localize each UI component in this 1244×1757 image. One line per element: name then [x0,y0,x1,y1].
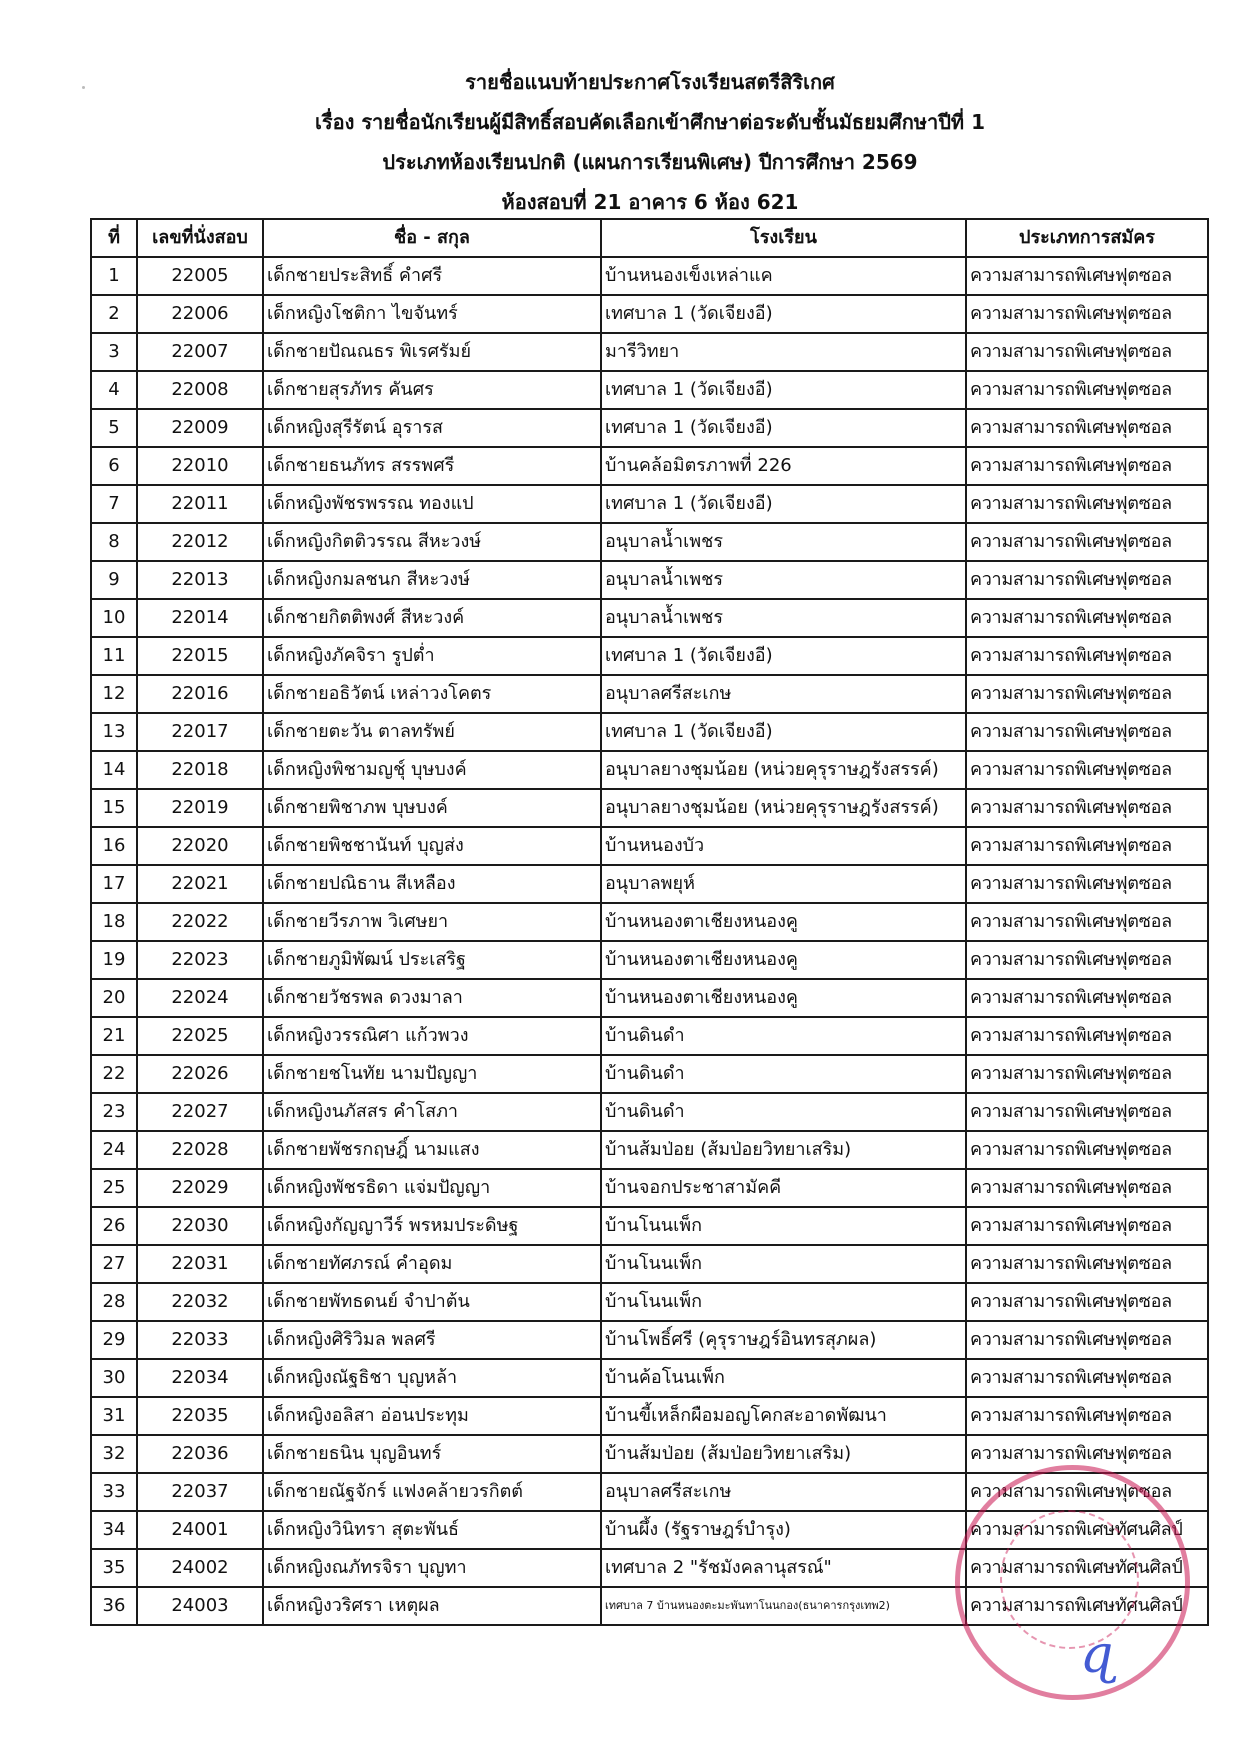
application-type: ความสามารถพิเศษฟุตซอล [966,1435,1208,1473]
seat-number: 22024 [137,979,263,1017]
school-name: บ้านโนนเพ็ก [601,1245,966,1283]
application-type: ความสามารถพิเศษฟุตซอล [966,789,1208,827]
table-row [91,903,1208,941]
student-name: เด็กชายปณิธาน สีเหลือง [263,865,601,903]
application-type: ความสามารถพิเศษฟุตซอล [966,941,1208,979]
document-subject: เรื่อง รายชื่อนักเรียนผู้มีสิทธิ์สอบคัดเลือกเข้าศึกษาต่อระดับชั้นมัธยมศึกษาปีที่ 1 [315,110,985,134]
student-name: เด็กชายภูมิพัฒน์ ประเสริฐ [263,941,601,979]
seat-number: 22030 [137,1207,263,1245]
seat-number: 22006 [137,295,263,333]
table-row [91,371,1208,409]
student-name: เด็กหญิงกิตติวรรณ สีหะวงษ์ [263,523,601,561]
student-name: เด็กหญิงนภัสสร คำโสภา [263,1093,601,1131]
student-name: เด็กหญิงวินิทรา สุตะพันธ์ [263,1511,601,1549]
row-number: 23 [91,1093,137,1131]
school-name: อนุบาลน้ำเพชร [601,523,966,561]
row-number: 12 [91,675,137,713]
row-number: 24 [91,1131,137,1169]
school-name: บ้านหนองตาเชียงหนองคู [601,941,966,979]
application-type: ความสามารถพิเศษฟุตซอล [966,1017,1208,1055]
seat-number: 22022 [137,903,263,941]
student-name: เด็กหญิงพิชามญชุ์ บุษบงค์ [263,751,601,789]
application-type: ความสามารถพิเศษฟุตซอล [966,485,1208,523]
seat-number: 22014 [137,599,263,637]
table-row [91,1055,1208,1093]
school-name: บ้านโนนเพ็ก [601,1207,966,1245]
student-name: เด็กชายพัชรกฤษฎิ์ นามแสง [263,1131,601,1169]
seat-number: 22028 [137,1131,263,1169]
school-name: อนุบาลยางชุมน้อย (หน่วยคุรุราษฎรังสรรค์) [601,789,966,827]
application-type: ความสามารถพิเศษฟุตซอล [966,333,1208,371]
table-row [91,979,1208,1017]
school-name: บ้านดินดำ [601,1055,966,1093]
table-row [91,1245,1208,1283]
student-name: เด็กชายสุรภัทร คันศร [263,371,601,409]
table-row [91,599,1208,637]
row-number: 36 [91,1587,137,1625]
row-number: 27 [91,1245,137,1283]
seat-number: 22017 [137,713,263,751]
application-type: ความสามารถพิเศษฟุตซอล [966,1359,1208,1397]
table-row [91,257,1208,295]
row-number: 3 [91,333,137,371]
student-name: เด็กหญิงวริศรา เหตุผล [263,1587,601,1625]
school-name: อนุบาลน้ำเพชร [601,561,966,599]
column-header-no: ที่ [91,219,137,257]
school-name: บ้านหนองบัว [601,827,966,865]
application-type: ความสามารถพิเศษฟุตซอล [966,751,1208,789]
student-name: เด็กหญิงศิริวิมล พลศรี [263,1321,601,1359]
seat-number: 22005 [137,257,263,295]
student-name: เด็กหญิงกัญญาวีร์ พรหมประดิษฐ [263,1207,601,1245]
application-type: ความสามารถพิเศษฟุตซอล [966,713,1208,751]
student-name: เด็กชายพิชชานันท์ บุญส่ง [263,827,601,865]
table-row [91,827,1208,865]
application-type: ความสามารถพิเศษฟุตซอล [966,903,1208,941]
row-number: 32 [91,1435,137,1473]
row-number: 35 [91,1549,137,1587]
application-type: ความสามารถพิเศษฟุตซอล [966,827,1208,865]
row-number: 2 [91,295,137,333]
seat-number: 22035 [137,1397,263,1435]
application-type: ความสามารถพิเศษฟุตซอล [966,637,1208,675]
table-row [91,1473,1208,1511]
table-body [91,257,1208,1625]
row-number: 34 [91,1511,137,1549]
student-name: เด็กหญิงสุรีรัตน์ อุรารส [263,409,601,447]
table-row [91,865,1208,903]
student-name: เด็กชายทัศภรณ์ คำอุดม [263,1245,601,1283]
table-row [91,1397,1208,1435]
row-number: 30 [91,1359,137,1397]
application-type: ความสามารถพิเศษฟุตซอล [966,295,1208,333]
row-number: 13 [91,713,137,751]
row-number: 33 [91,1473,137,1511]
school-name: เทศบาล 1 (วัดเจียงอี) [601,637,966,675]
column-header-school: โรงเรียน [601,219,966,257]
seat-number: 22018 [137,751,263,789]
school-name: เทศบาล 1 (วัดเจียงอี) [601,409,966,447]
application-type: ความสามารถพิเศษฟุตซอล [966,1283,1208,1321]
seat-number: 22031 [137,1245,263,1283]
seat-number: 22011 [137,485,263,523]
application-type: ความสามารถพิเศษฟุตซอล [966,675,1208,713]
table-row [91,1207,1208,1245]
row-number: 28 [91,1283,137,1321]
row-number: 16 [91,827,137,865]
application-type: ความสามารถพิเศษฟุตซอล [966,523,1208,561]
seat-number: 22007 [137,333,263,371]
school-name: บ้านผึ้ง (รัฐราษฎร์บำรุง) [601,1511,966,1549]
school-name: บ้านหนองตาเชียงหนองคู [601,979,966,1017]
document-title: รายชื่อแนบท้ายประกาศโรงเรียนสตรีสิริเกศ [465,70,835,94]
table-row [91,409,1208,447]
table-row [91,485,1208,523]
table-row [91,1359,1208,1397]
student-name: เด็กชายธนิน บุญอินทร์ [263,1435,601,1473]
student-name: เด็กหญิงโชติกา ไขจันทร์ [263,295,601,333]
application-type: ความสามารถพิเศษทัศนศิลป์ [966,1511,1208,1549]
student-name: เด็กหญิงพัชรธิดา แจ่มปัญญา [263,1169,601,1207]
student-name: เด็กชายตะวัน ตาลทรัพย์ [263,713,601,751]
seat-number: 22009 [137,409,263,447]
seat-number: 22016 [137,675,263,713]
column-header-name: ชื่อ - สกุล [263,219,601,257]
table-row [91,713,1208,751]
seat-number: 22025 [137,1017,263,1055]
exam-room-info: ห้องสอบที่ 21 อาคาร 6 ห้อง 621 [501,190,799,214]
handwritten-signature: ɋ [1080,1625,1114,1685]
row-number: 7 [91,485,137,523]
seat-number: 22026 [137,1055,263,1093]
school-name: มารีวิทยา [601,333,966,371]
row-number: 19 [91,941,137,979]
student-roster-table [90,218,1209,1626]
school-name: เทศบาล 7 บ้านหนองตะมะพันทาโนนกอง(ธนาคารกรุงเทพ2) [601,1587,966,1625]
seat-number: 22013 [137,561,263,599]
student-name: เด็กชายปัณณธร พิเรศรัมย์ [263,333,601,371]
table-row [91,333,1208,371]
table-row [91,1131,1208,1169]
school-name: บ้านดินดำ [601,1017,966,1055]
school-name: บ้านจอกประชาสามัคคี [601,1169,966,1207]
column-header-seat: เลขที่นั่งสอบ [137,219,263,257]
table-row [91,1511,1208,1549]
application-type: ความสามารถพิเศษฟุตซอล [966,1131,1208,1169]
school-name: อนุบาลน้ำเพชร [601,599,966,637]
application-type: ความสามารถพิเศษฟุตซอล [966,1397,1208,1435]
table-row [91,447,1208,485]
school-name: เทศบาล 1 (วัดเจียงอี) [601,485,966,523]
school-name: บ้านค้อโนนเพ็ก [601,1359,966,1397]
school-name: เทศบาล 1 (วัดเจียงอี) [601,713,966,751]
table-row [91,1435,1208,1473]
row-number: 20 [91,979,137,1017]
row-number: 9 [91,561,137,599]
school-name: บ้านโพธิ์ศรี (คุรุราษฎร์อินทรสุภผล) [601,1321,966,1359]
application-type: ความสามารถพิเศษฟุตซอล [966,865,1208,903]
student-name: เด็กหญิงอลิสา อ่อนประทุม [263,1397,601,1435]
student-name: เด็กชายวัชรพล ดวงมาลา [263,979,601,1017]
table-row [91,1169,1208,1207]
seat-number: 24003 [137,1587,263,1625]
seat-number: 22010 [137,447,263,485]
table-row [91,1093,1208,1131]
table-row [91,675,1208,713]
seat-number: 22037 [137,1473,263,1511]
seat-number: 24002 [137,1549,263,1587]
table-row [91,751,1208,789]
student-name: เด็กชายพัทธดนย์ จำปาต้น [263,1283,601,1321]
student-name: เด็กหญิงพัชรพรรณ ทองแป [263,485,601,523]
school-name: บ้านส้มป่อย (ส้มป่อยวิทยาเสริม) [601,1435,966,1473]
school-name: บ้านคล้อมิตรภาพที่ 226 [601,447,966,485]
application-type: ความสามารถพิเศษฟุตซอล [966,1055,1208,1093]
school-name: บ้านโนนเพ็ก [601,1283,966,1321]
seat-number: 22029 [137,1169,263,1207]
student-name: เด็กชายประสิทธิ์ คำศรี [263,257,601,295]
row-number: 17 [91,865,137,903]
table-row [91,637,1208,675]
student-name: เด็กชายอธิวัตน์ เหล่าวงโคตร [263,675,601,713]
school-name: อนุบาลศรีสะเกษ [601,1473,966,1511]
table-header-row [91,219,1208,257]
student-name: เด็กหญิงภัคจิรา รูปต่ำ [263,637,601,675]
row-number: 21 [91,1017,137,1055]
seat-number: 22034 [137,1359,263,1397]
seat-number: 22008 [137,371,263,409]
application-type: ความสามารถพิเศษทัศนศิลป์ [966,1587,1208,1625]
school-name: อนุบาลพยุห์ [601,865,966,903]
document-category: ประเภทห้องเรียนปกติ (แผนการเรียนพิเศษ) ปีการศึกษา 2569 [382,150,918,174]
table-row [91,1549,1208,1587]
row-number: 11 [91,637,137,675]
seat-number: 22023 [137,941,263,979]
row-number: 18 [91,903,137,941]
school-name: อนุบาลศรีสะเกษ [601,675,966,713]
seat-number: 24001 [137,1511,263,1549]
application-type: ความสามารถพิเศษฟุตซอล [966,371,1208,409]
row-number: 5 [91,409,137,447]
table-row [91,295,1208,333]
table-row [91,941,1208,979]
application-type: ความสามารถพิเศษฟุตซอล [966,1321,1208,1359]
seat-number: 22021 [137,865,263,903]
school-name: บ้านดินดำ [601,1093,966,1131]
application-type: ความสามารถพิเศษฟุตซอล [966,599,1208,637]
student-name: เด็กชายวีรภาพ วิเศษยา [263,903,601,941]
row-number: 6 [91,447,137,485]
application-type: ความสามารถพิเศษฟุตซอล [966,257,1208,295]
application-type: ความสามารถพิเศษฟุตซอล [966,1473,1208,1511]
table-row [91,523,1208,561]
row-number: 29 [91,1321,137,1359]
school-name: อนุบาลยางชุมน้อย (หน่วยคุรุราษฎรังสรรค์) [601,751,966,789]
table-row [91,1017,1208,1055]
application-type: ความสามารถพิเศษฟุตซอล [966,1169,1208,1207]
table-row [91,1321,1208,1359]
school-name: บ้านหนองตาเชียงหนองคู [601,903,966,941]
school-name: บ้านขี้เหล็กผือมอญโคกสะอาดพัฒนา [601,1397,966,1435]
table-row [91,561,1208,599]
student-name: เด็กชายณัฐจักร์ แฟงคล้ายวรกิตต์ [263,1473,601,1511]
seat-number: 22012 [137,523,263,561]
application-type: ความสามารถพิเศษฟุตซอล [966,979,1208,1017]
seat-number: 22019 [137,789,263,827]
table-row [91,1587,1208,1625]
application-type: ความสามารถพิเศษทัศนศิลป์ [966,1549,1208,1587]
application-type: ความสามารถพิเศษฟุตซอล [966,409,1208,447]
student-name: เด็กหญิงวรรณิศา แก้วพวง [263,1017,601,1055]
application-type: ความสามารถพิเศษฟุตซอล [966,561,1208,599]
row-number: 31 [91,1397,137,1435]
row-number: 4 [91,371,137,409]
seat-number: 22032 [137,1283,263,1321]
school-name: บ้านส้มป่อย (ส้มป่อยวิทยาเสริม) [601,1131,966,1169]
table-row [91,1283,1208,1321]
row-number: 10 [91,599,137,637]
student-name: เด็กหญิงกมลชนก สีหะวงษ์ [263,561,601,599]
row-number: 15 [91,789,137,827]
column-header-type: ประเภทการสมัคร [966,219,1208,257]
seat-number: 22015 [137,637,263,675]
row-number: 1 [91,257,137,295]
student-name: เด็กชายกิตติพงศ์ สีหะวงค์ [263,599,601,637]
student-name: เด็กหญิงณัฐธิชา บุญหล้า [263,1359,601,1397]
row-number: 14 [91,751,137,789]
row-number: 25 [91,1169,137,1207]
row-number: 26 [91,1207,137,1245]
student-name: เด็กชายธนภัทร สรรพศรี [263,447,601,485]
application-type: ความสามารถพิเศษฟุตซอล [966,1207,1208,1245]
row-number: 8 [91,523,137,561]
student-name: เด็กชายชโนทัย นามปัญญา [263,1055,601,1093]
seat-number: 22033 [137,1321,263,1359]
application-type: ความสามารถพิเศษฟุตซอล [966,1245,1208,1283]
student-name: เด็กชายพิชาภพ บุษบงค์ [263,789,601,827]
school-name: เทศบาล 1 (วัดเจียงอี) [601,371,966,409]
student-name: เด็กหญิงณภัทรจิรา บุญทา [263,1549,601,1587]
application-type: ความสามารถพิเศษฟุตซอล [966,1093,1208,1131]
school-name: เทศบาล 1 (วัดเจียงอี) [601,295,966,333]
seat-number: 22027 [137,1093,263,1131]
table-row [91,789,1208,827]
school-name: บ้านหนองเข็งเหล่าแค [601,257,966,295]
application-type: ความสามารถพิเศษฟุตซอล [966,447,1208,485]
school-name: เทศบาล 2 "รัชมังคลานุสรณ์" [601,1549,966,1587]
seat-number: 22020 [137,827,263,865]
row-number: 22 [91,1055,137,1093]
seat-number: 22036 [137,1435,263,1473]
